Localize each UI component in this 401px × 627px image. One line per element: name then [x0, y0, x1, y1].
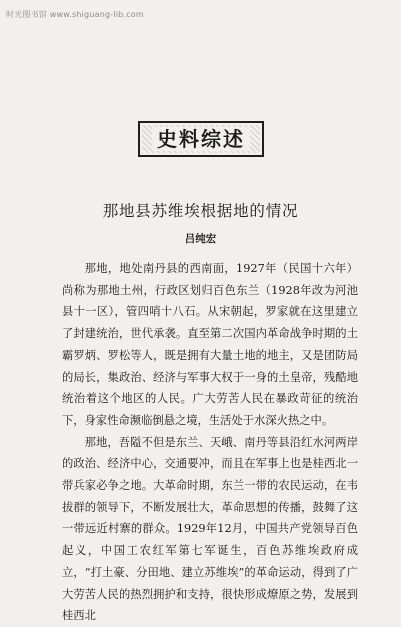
article-author: 吕纯宏: [184, 233, 217, 245]
section-banner: [138, 121, 264, 157]
watermark: 时光图书馆 www.shiguang-lib.com: [6, 10, 144, 19]
body-paragraph: 那地，地处南丹县的西南面，1927年（民国十六年）尚称为那地土州，行政区划归百色东兰（1928年改为河池县十一区），管四哨十八石。从宋朝起，罗家就在这里建立了封建统治，世代承袭。直至第二次国内革命战争时期的土霸罗炳、罗松等人，既是拥有大量土地的地主，又是团防局的局长，集政治、经济与军事大权于一身的土皇帝，残酷地统治着这个地区的人民。广大劳苦人民在暴政苛征的统治下，身家性命濒临倒悬之境，生活处于水深火热之中。: [62, 262, 358, 427]
article-body: [62, 258, 358, 627]
body-paragraph: 那地，吾隘不但是东兰、天峨、南丹等县沿红水河两岸的政治、经济中心，交通要冲，而且在军事上也是桂西北一带兵家必争之地。大革命时期，东兰一带的农民运动，在韦拔群的领导下，不断发展壮大，革命思想的传播，鼓舞了这一带远近村寨的群众。1929年12月，中国共产党领导百色起义，中国工农红军第七军诞生，百色苏维埃政府成立，“打土豪、分田地、建立苏维埃”的革命运动，得到了广大劳苦人民的热烈拥护和支持，很快形成燎原之势，发展到桂西北: [62, 435, 358, 623]
section-title: 史料综述: [152, 127, 250, 151]
banner-hatch-pattern: [142, 125, 260, 153]
article-title: 那地县苏维埃根据地的情况: [102, 202, 299, 220]
